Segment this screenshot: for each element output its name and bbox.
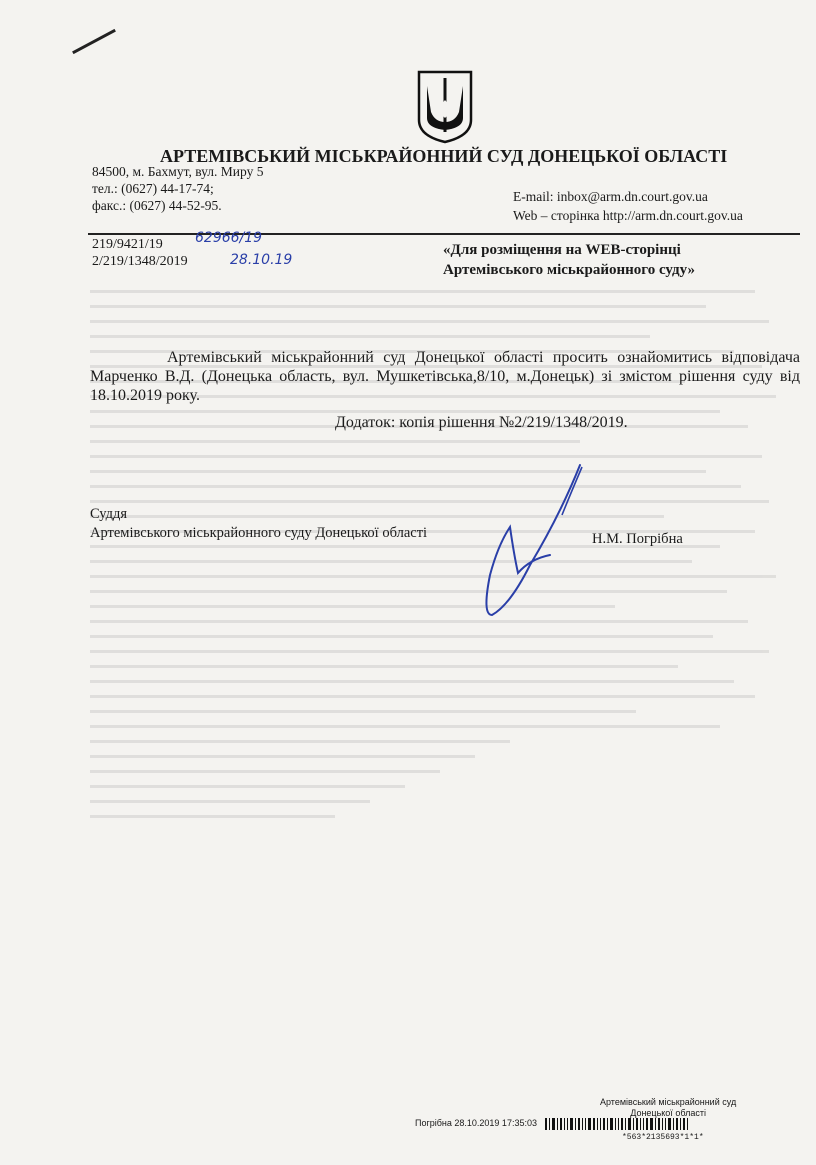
email-line: E-mail: inbox@arm.dn.court.gov.ua (513, 189, 708, 204)
web-publication-note (443, 240, 695, 280)
court-title: АРТЕМІВСЬКИЙ МІСЬКРАЙОННИЙ СУД ДОНЕЦЬКОЇ ОБЛАСТІ (160, 146, 728, 166)
judge-name: Н.М. Погрібна (592, 531, 683, 547)
stamp-court-line-2: Донецької області (630, 1108, 706, 1118)
barcode (545, 1118, 795, 1130)
reference-numbers (92, 236, 188, 270)
fax-line: факс.: (0627) 44-52-95. (92, 198, 222, 213)
trident-emblem-icon (415, 70, 475, 144)
handwritten-registration-number: 62966/19 (195, 230, 263, 246)
letter-body: Артемівський міськрайонний суд Донецької області просить ознайомитись відповідача Марченко В.Д. (Донецька область, вул. Мушкетівська,8/10, м.Донецьк) зі змістом рішення суду від 18.10.2019 року. (90, 349, 800, 404)
phone-line: тел.: (0627) 44-17-74; (92, 181, 214, 196)
stamp-court-line-1: Артемівський міськрайонний суд (600, 1097, 737, 1107)
handwritten-date: 28.10.19 (230, 252, 293, 268)
electronic-signature-timestamp: Погрібна 28.10.2019 17:35:03 (415, 1118, 537, 1128)
court-address (92, 163, 263, 214)
web-line: Web – сторінка http://arm.dn.court.gov.ua (513, 208, 743, 223)
barcode-number: *563*2135693*1*1* (622, 1133, 704, 1142)
pen-mark (72, 29, 116, 54)
web-note-line-1: «Для розміщення на WEB-сторінці (443, 242, 681, 258)
handwritten-signature (470, 455, 600, 625)
web-note-line-2: Артемівського міськрайонного суду» (443, 262, 695, 278)
judge-court: Артемівського міськрайонного суду Донецької області (90, 525, 428, 541)
attachment-note: Додаток: копія рішення №2/219/1348/2019. (335, 414, 628, 431)
proceeding-number: 2/219/1348/2019 (92, 254, 188, 269)
signature-block (90, 505, 427, 543)
address-line: 84500, м. Бахмут, вул. Миру 5 (92, 164, 264, 179)
court-contacts (513, 187, 743, 225)
electronic-stamp-court (600, 1097, 736, 1119)
case-number: 219/9421/19 (92, 237, 163, 252)
judge-title: Суддя (90, 506, 128, 522)
